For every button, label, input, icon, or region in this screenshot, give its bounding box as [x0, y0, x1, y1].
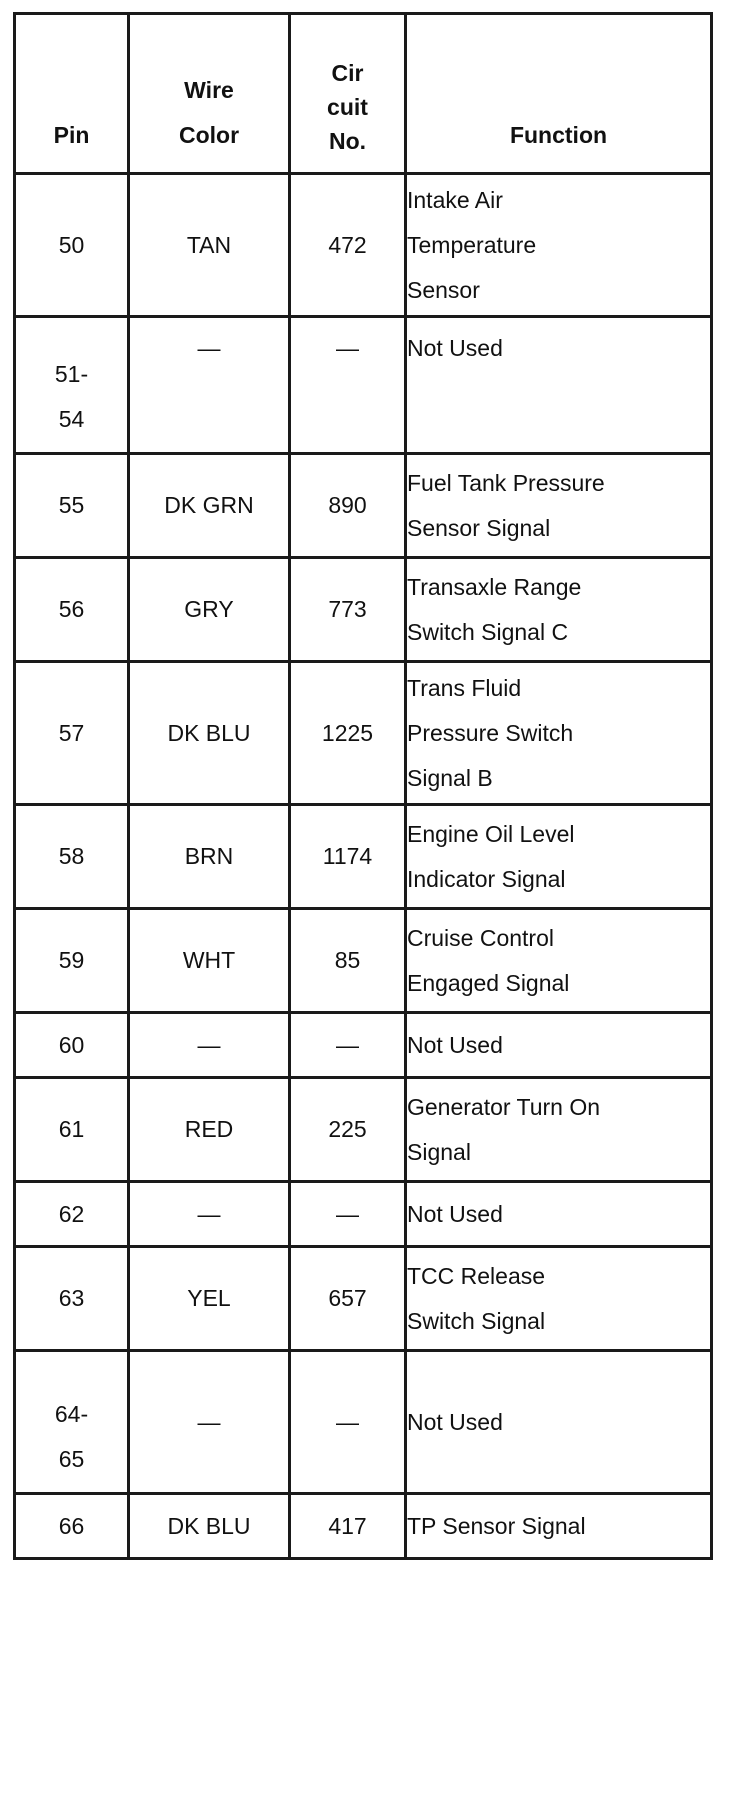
table-row	[15, 662, 712, 805]
pin-number: 58	[58, 843, 85, 869]
wire-color-cell: GRY	[129, 558, 290, 662]
function-text: Switch Signal	[407, 1307, 546, 1334]
circuit-number-cell: 1225	[290, 662, 406, 805]
pinout-table	[13, 12, 713, 1560]
pin-number: 65	[58, 1446, 85, 1472]
circuit-number-cell: 773	[290, 558, 406, 662]
wire-color-cell: WHT	[129, 909, 290, 1013]
circuit-number-cell: 225	[290, 1078, 406, 1182]
function-cell	[406, 317, 712, 454]
pin-number: 64-	[54, 1401, 89, 1427]
table-row	[15, 1013, 712, 1078]
pin-cell	[15, 662, 129, 805]
function-text: TP Sensor Signal	[407, 1512, 586, 1539]
wire-color-cell: —	[129, 1351, 290, 1494]
pin-cell	[15, 1013, 129, 1078]
pin-number: 54	[58, 406, 85, 432]
pin-number: 59	[58, 947, 85, 973]
function-text: Not Used	[407, 1200, 503, 1227]
function-cell	[406, 909, 712, 1013]
circuit-number-cell: 890	[290, 454, 406, 558]
function-cell	[406, 1078, 712, 1182]
function-cell	[406, 662, 712, 805]
function-cell	[406, 174, 712, 317]
circuit-number-cell: 417	[290, 1494, 406, 1559]
function-cell	[406, 454, 712, 558]
pin-number: 62	[58, 1200, 85, 1227]
circuit-number-cell: —	[290, 1351, 406, 1494]
pin-number: 63	[58, 1285, 85, 1311]
wire-color-cell: RED	[129, 1078, 290, 1182]
table-row	[15, 174, 712, 317]
pin-cell	[15, 805, 129, 909]
table-row	[15, 1182, 712, 1247]
header-circuit-no	[290, 14, 406, 174]
pin-cell	[15, 1078, 129, 1182]
wire-color-cell: —	[129, 1013, 290, 1078]
pin-cell	[15, 317, 129, 454]
wire-color-cell: DK GRN	[129, 454, 290, 558]
header-wire-color-line: Wire	[184, 77, 234, 103]
wire-color-cell: DK BLU	[129, 662, 290, 805]
function-text: Signal B	[407, 764, 493, 791]
function-text: Generator Turn On	[407, 1093, 601, 1120]
function-text: Transaxle Range	[407, 573, 582, 600]
function-text: Temperature	[407, 231, 537, 258]
table-row	[15, 317, 712, 454]
function-text: Pressure Switch	[407, 719, 574, 746]
wire-color-cell: YEL	[129, 1247, 290, 1351]
header-wire-color-line: Color	[178, 122, 240, 148]
table-row	[15, 454, 712, 558]
table-header-row	[15, 14, 712, 174]
table-row	[15, 1247, 712, 1351]
function-text: Cruise Control	[407, 924, 554, 951]
function-text: Sensor	[407, 276, 480, 303]
table-row	[15, 1494, 712, 1559]
pin-cell	[15, 909, 129, 1013]
circuit-number-cell: 85	[290, 909, 406, 1013]
pin-cell	[15, 454, 129, 558]
function-cell	[406, 1013, 712, 1078]
table-row	[15, 1351, 712, 1494]
pin-number: 66	[58, 1512, 85, 1539]
pin-cell	[15, 1182, 129, 1247]
pin-cell	[15, 174, 129, 317]
wire-color-cell: TAN	[129, 174, 290, 317]
header-circuit-no-line: Cir	[331, 60, 364, 86]
function-text: Not Used	[407, 335, 503, 361]
function-text: Indicator Signal	[407, 865, 566, 892]
header-circuit-no-line: No.	[328, 128, 367, 154]
circuit-number-cell: —	[290, 317, 406, 454]
header-pin: Pin	[15, 14, 129, 174]
pin-number: 51-	[54, 361, 89, 387]
pin-cell	[15, 1247, 129, 1351]
pin-cell	[15, 1351, 129, 1494]
function-text: TCC Release	[407, 1262, 546, 1289]
function-text: Engine Oil Level	[407, 820, 575, 847]
circuit-number-cell: —	[290, 1182, 406, 1247]
pin-number: 57	[58, 719, 85, 746]
header-circuit-no-line: cuit	[327, 94, 368, 120]
function-cell	[406, 1247, 712, 1351]
header-wire-color	[129, 14, 290, 174]
pin-number: 50	[58, 231, 85, 258]
pin-number: 56	[58, 596, 85, 622]
function-text: Signal	[407, 1138, 471, 1165]
pinout-table-container	[13, 12, 713, 1560]
circuit-number-cell: 657	[290, 1247, 406, 1351]
pin-cell	[15, 1494, 129, 1559]
wire-color-cell: —	[129, 317, 290, 454]
function-cell	[406, 1182, 712, 1247]
table-row	[15, 805, 712, 909]
wire-color-cell: DK BLU	[129, 1494, 290, 1559]
function-text: Not Used	[407, 1031, 503, 1058]
function-cell	[406, 1351, 712, 1494]
table-row	[15, 558, 712, 662]
table-body	[15, 174, 712, 1559]
header-function: Function	[406, 14, 712, 174]
function-cell	[406, 805, 712, 909]
wire-color-cell: —	[129, 1182, 290, 1247]
circuit-number-cell: —	[290, 1013, 406, 1078]
function-cell	[406, 1494, 712, 1559]
function-text: Engaged Signal	[407, 969, 570, 996]
table-row	[15, 909, 712, 1013]
function-text: Trans Fluid	[407, 674, 522, 701]
pin-cell	[15, 558, 129, 662]
function-text: Sensor Signal	[407, 514, 551, 541]
pin-number: 55	[58, 492, 85, 518]
circuit-number-cell: 1174	[290, 805, 406, 909]
wire-color-cell: BRN	[129, 805, 290, 909]
pin-number: 61	[58, 1116, 85, 1142]
function-text: Fuel Tank Pressure	[407, 469, 605, 496]
pin-number: 60	[58, 1031, 85, 1058]
function-text: Not Used	[407, 1408, 503, 1435]
function-text: Intake Air	[407, 186, 503, 213]
circuit-number-cell: 472	[290, 174, 406, 317]
function-text: Switch Signal C	[407, 618, 569, 645]
table-row	[15, 1078, 712, 1182]
function-cell	[406, 558, 712, 662]
